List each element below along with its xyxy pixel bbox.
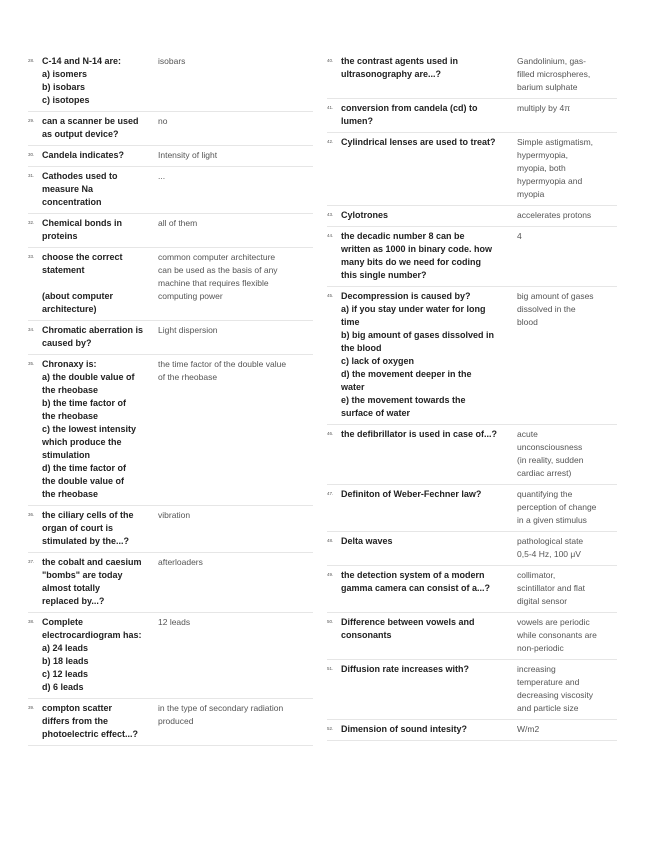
answer-line: non-periodic (517, 643, 564, 653)
answer-line: digital sensor (517, 596, 568, 606)
answer-line: computing power (158, 291, 223, 301)
question-text (341, 616, 517, 655)
answer-text (517, 488, 617, 527)
qa-row (28, 613, 313, 699)
answer-text (158, 55, 313, 107)
question-line: which produce the (42, 437, 122, 447)
question-line: water (341, 382, 365, 392)
question-text (42, 509, 158, 548)
question-line: differs from the (42, 716, 109, 726)
answer-line: hypermyopia, (517, 150, 569, 160)
question-line: surface of water (341, 408, 411, 418)
question-line: Difference between vowels and (341, 617, 475, 627)
question-number: 51. (327, 666, 334, 671)
question-text (341, 428, 517, 480)
question-number: 29. (28, 118, 35, 123)
question-number: 31. (28, 173, 35, 178)
question-line: the rheobase (42, 489, 99, 499)
question-line: c) isotopes (42, 95, 90, 105)
question-number: 34. (28, 327, 35, 332)
answer-text (517, 209, 617, 222)
qa-row (327, 287, 617, 425)
answer-line: common computer architecture (158, 252, 276, 262)
answer-line: collimator, (517, 570, 556, 580)
question-line: e) the movement towards the (341, 395, 466, 405)
question-line: Dimension of sound intesity? (341, 724, 468, 734)
answer-text (517, 428, 617, 480)
question-line: Decompression is caused by? (341, 291, 471, 301)
question-number: 43. (327, 212, 334, 217)
answer-line: barium sulphate (517, 82, 578, 92)
question-line: time (341, 317, 360, 327)
question-number: 44. (327, 233, 334, 238)
question-number: 40. (327, 58, 334, 63)
answer-text (158, 324, 313, 350)
qa-row (327, 227, 617, 287)
qa-row (28, 146, 313, 167)
question-line: the detection system of a modern (341, 570, 485, 580)
answer-line: vibration (158, 510, 191, 520)
answer-text (158, 556, 313, 608)
answer-line: Gandolinium, gas- (517, 56, 586, 66)
question-line: caused by? (42, 338, 92, 348)
question-number: 42. (327, 139, 334, 144)
question-line: Chronaxy is: (42, 359, 97, 369)
qa-row (28, 248, 313, 321)
answer-line: 4 (517, 231, 522, 241)
answer-line: quantifying the (517, 489, 573, 499)
question-line: d) the movement deeper in the (341, 369, 472, 379)
question-line: lumen? (341, 116, 374, 126)
answer-line: Light dispersion (158, 325, 218, 335)
answer-line: myopia, both (517, 163, 566, 173)
question-line: measure Na (42, 184, 94, 194)
question-number: 35. (28, 361, 35, 366)
question-number: 38. (28, 619, 35, 624)
question-line: Chemical bonds in (42, 218, 123, 228)
question-text (42, 251, 158, 316)
question-line: a) if you stay under water for long (341, 304, 486, 314)
question-line: proteins (42, 231, 78, 241)
qa-row (28, 52, 313, 112)
answer-line: vowels are periodic (517, 617, 590, 627)
answer-line: (in reality, sudden (517, 455, 584, 465)
question-line: stimulation (42, 450, 91, 460)
qa-row (28, 699, 313, 746)
question-number: 32. (28, 220, 35, 225)
qa-row (28, 506, 313, 553)
qa-row (327, 613, 617, 660)
answer-text (158, 509, 313, 548)
question-line: b) the time factor of (42, 398, 127, 408)
answer-line: ... (158, 171, 166, 181)
answer-line: no (158, 116, 168, 126)
answer-line: accelerates protons (517, 210, 592, 220)
question-text (42, 616, 158, 694)
question-number: 28. (28, 58, 35, 63)
answer-text (517, 136, 617, 201)
question-line: c) the lowest intensity (42, 424, 137, 434)
question-line: stimulated by the...? (42, 536, 130, 546)
question-text (341, 663, 517, 715)
qa-row (28, 553, 313, 613)
answer-line: can be used as the basis of any (158, 265, 278, 275)
answer-line: cardiac arrest) (517, 468, 572, 478)
answer-text (158, 170, 313, 209)
question-line: can a scanner be used (42, 116, 139, 126)
question-number: 30. (28, 152, 35, 157)
qa-row (327, 206, 617, 227)
answer-line: increasing (517, 664, 556, 674)
question-line: Complete (42, 617, 84, 627)
question-number: 41. (327, 105, 334, 110)
qa-row (327, 660, 617, 720)
answer-line: in a given stimulus (517, 515, 587, 525)
qa-row (327, 720, 617, 741)
question-line: gamma camera can consist of a...? (341, 583, 491, 593)
question-text (42, 324, 158, 350)
qa-row (327, 485, 617, 532)
qa-row (28, 355, 313, 506)
answer-line: big amount of gases (517, 291, 594, 301)
question-line: organ of court is (42, 523, 114, 533)
question-line: almost totally (42, 583, 101, 593)
answer-text (158, 115, 313, 141)
question-line: Candela indicates? (42, 150, 125, 160)
answer-text (517, 616, 617, 655)
question-line: this single number? (341, 270, 427, 280)
question-line: the rheobase (42, 411, 99, 421)
answer-line: filled microspheres, (517, 69, 591, 79)
question-line: the blood (341, 343, 382, 353)
question-line: Cathodes used to (42, 171, 118, 181)
question-number: 50. (327, 619, 334, 624)
question-line: the defibrillator is used in case of...? (341, 429, 498, 439)
answer-line: temperature and (517, 677, 580, 687)
answer-line: 0,5-4 Hz, 100 μV (517, 549, 581, 559)
question-text (42, 217, 158, 243)
qa-row (28, 214, 313, 248)
qa-row (327, 566, 617, 613)
question-number: 45. (327, 293, 334, 298)
qa-row (327, 52, 617, 99)
question-number: 39. (28, 705, 35, 710)
answer-line: while consonants are (517, 630, 597, 640)
answer-line: multiply by 4π (517, 103, 571, 113)
question-line: d) 6 leads (42, 682, 84, 692)
question-line: written as 1000 in binary code. how (341, 244, 493, 254)
question-line: Cylindrical lenses are used to treat? (341, 137, 496, 147)
question-line: the decadic number 8 can be (341, 231, 465, 241)
answer-line: blood (517, 317, 538, 327)
question-line: choose the correct (42, 252, 123, 262)
question-line: electrocardiogram has: (42, 630, 142, 640)
question-line: Chromatic aberration is (42, 325, 144, 335)
question-line: the rheobase (42, 385, 99, 395)
qa-row (327, 133, 617, 206)
answer-line: afterloaders (158, 557, 203, 567)
right-column (327, 52, 617, 741)
question-text (42, 149, 158, 162)
answer-line: 12 leads (158, 617, 191, 627)
question-line: C-14 and N-14 are: (42, 56, 122, 66)
question-text (341, 488, 517, 527)
answer-line: scintillator and flat (517, 583, 586, 593)
question-text (42, 556, 158, 608)
question-line: replaced by...? (42, 596, 105, 606)
question-number: 37. (28, 559, 35, 564)
question-line: architecture) (42, 304, 97, 314)
answer-line: and particle size (517, 703, 579, 713)
qa-row (327, 425, 617, 485)
question-number: 46. (327, 431, 334, 436)
question-number: 33. (28, 254, 35, 259)
question-line: ultrasonography are...? (341, 69, 442, 79)
answer-line: Intensity of light (158, 150, 218, 160)
question-line: compton scatter (42, 703, 113, 713)
qa-row (28, 112, 313, 146)
answer-text (517, 55, 617, 94)
answer-line: acute (517, 429, 538, 439)
question-line: the double value of (42, 476, 125, 486)
question-number: 48. (327, 538, 334, 543)
question-number: 52. (327, 726, 334, 731)
question-text (341, 136, 517, 201)
answer-line: myopia (517, 189, 545, 199)
question-text (42, 702, 158, 741)
answer-text (517, 723, 617, 736)
question-line: b) 18 leads (42, 656, 89, 666)
question-line: b) isobars (42, 82, 86, 92)
answer-text (158, 217, 313, 243)
question-line (42, 277, 158, 290)
question-line: conversion from candela (cd) to (341, 103, 478, 113)
question-line: the ciliary cells of the (42, 510, 134, 520)
answer-text (158, 251, 313, 316)
question-text (341, 569, 517, 608)
answer-text (158, 149, 313, 162)
question-line: a) isomers (42, 69, 88, 79)
qa-row (327, 99, 617, 133)
question-line: as output device? (42, 129, 119, 139)
question-line: "bombs" are today (42, 570, 123, 580)
answer-line: all of them (158, 218, 198, 228)
question-text (42, 55, 158, 107)
question-line: the cobalt and caesium (42, 557, 142, 567)
question-text (341, 55, 517, 94)
answer-text (517, 102, 617, 128)
answer-line: in the type of secondary radiation (158, 703, 284, 713)
answer-text (158, 702, 313, 741)
answer-text (517, 535, 617, 561)
question-text (341, 535, 517, 561)
answer-line: hypermyopia and (517, 176, 583, 186)
question-number: 49. (327, 572, 334, 577)
answer-line: the time factor of the double value (158, 359, 287, 369)
question-text (341, 230, 517, 282)
answer-line: perception of change (517, 502, 597, 512)
question-line: c) 12 leads (42, 669, 89, 679)
question-line: the contrast agents used in (341, 56, 459, 66)
answer-text (517, 569, 617, 608)
question-line: b) big amount of gases dissolved in (341, 330, 495, 340)
left-column (28, 52, 313, 746)
answer-line: produced (158, 716, 194, 726)
question-line: Delta waves (341, 536, 393, 546)
question-line: many bits do we need for coding (341, 257, 482, 267)
question-line: Definiton of Weber-Fechner law? (341, 489, 482, 499)
question-text (341, 290, 517, 420)
answer-text (517, 290, 617, 420)
answer-text (158, 358, 313, 501)
answer-line: pathological state (517, 536, 584, 546)
question-line: Diffusion rate increases with? (341, 664, 470, 674)
question-line: statement (42, 265, 85, 275)
answer-text (517, 663, 617, 715)
answer-line: dissolved in the (517, 304, 576, 314)
question-line: Cylotrones (341, 210, 389, 220)
qa-row (28, 321, 313, 355)
question-text (341, 723, 517, 736)
answer-text (158, 616, 313, 694)
answer-line: W/m2 (517, 724, 540, 734)
answer-text (517, 230, 617, 282)
question-line: c) lack of oxygen (341, 356, 415, 366)
question-text (42, 170, 158, 209)
question-number: 36. (28, 512, 35, 517)
question-line: a) 24 leads (42, 643, 89, 653)
question-number: 47. (327, 491, 334, 496)
answer-line: machine that requires flexible (158, 278, 269, 288)
question-line: a) the double value of (42, 372, 135, 382)
answer-line: unconsciousness (517, 442, 583, 452)
question-line: (about computer (42, 291, 113, 301)
answer-line: of the rheobase (158, 372, 218, 382)
qa-row (28, 167, 313, 214)
question-line: consonants (341, 630, 392, 640)
question-text (42, 115, 158, 141)
qa-row (327, 532, 617, 566)
question-line: d) the time factor of (42, 463, 127, 473)
answer-line: Simple astigmatism, (517, 137, 594, 147)
answer-line: isobars (158, 56, 186, 66)
question-text (341, 209, 517, 222)
question-line: photoelectric effect...? (42, 729, 139, 739)
question-text (341, 102, 517, 128)
answer-line: decreasing viscosity (517, 690, 594, 700)
question-line: concentration (42, 197, 102, 207)
question-text (42, 358, 158, 501)
